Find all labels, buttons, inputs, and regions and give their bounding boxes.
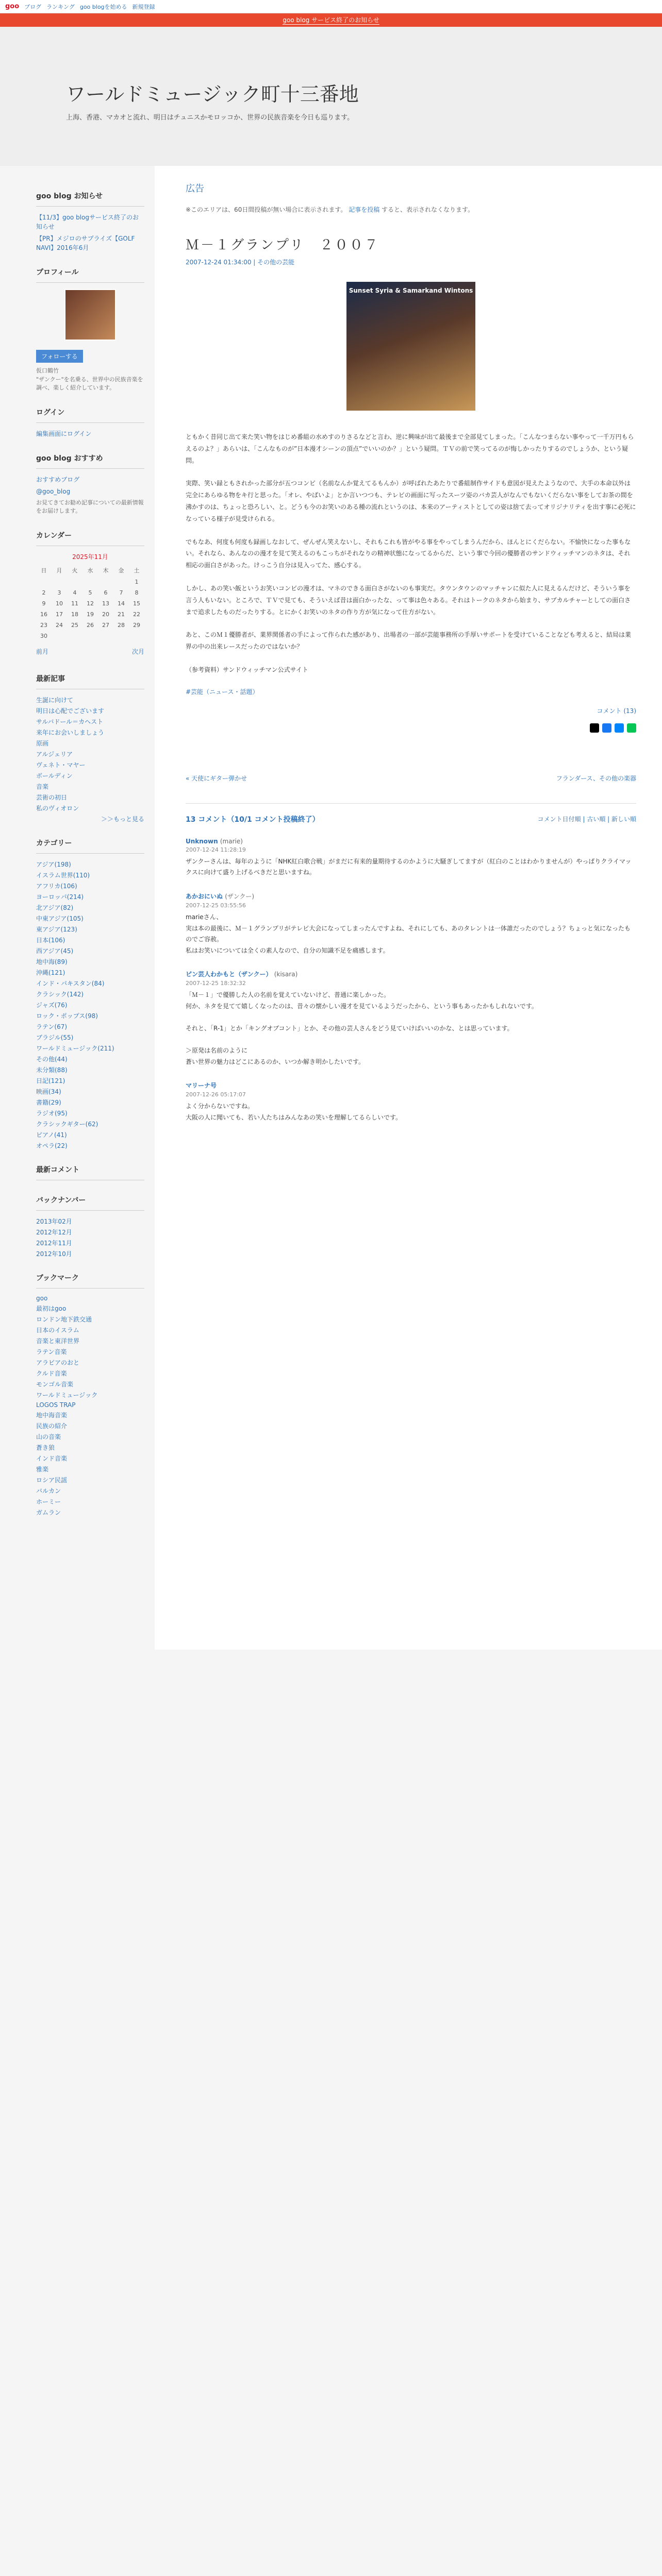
- comment-body: ザンクーさんは、毎年のように「NHK紅白歌合戦」がまだに有来的量期待するのかように大騒ぎしてますが（紅白のことはわかりませんが）やっぱりクライマックスに向けて盛り上げるべきだと思いますね。: [186, 857, 632, 876]
- recent-post-link[interactable]: 芸術の初日: [36, 793, 68, 801]
- bookmark-link[interactable]: LOGOS TRAP: [36, 1401, 76, 1409]
- cal-day: 7: [119, 589, 123, 596]
- category-link[interactable]: 西アジア(45): [36, 947, 74, 955]
- category-link[interactable]: ヨーロッパ(214): [36, 893, 84, 901]
- comment-item: [186, 838, 636, 878]
- cal-day: 24: [56, 621, 63, 629]
- post-album-image: [346, 282, 475, 411]
- follow-text: お見てきてお勧め記事についての最新情報をお届けします。: [36, 499, 144, 514]
- cal-day: 2: [42, 589, 46, 596]
- post-body: [186, 431, 636, 676]
- prev-post-link[interactable]: « 天使にギター弾かせ: [186, 774, 247, 782]
- category-link[interactable]: 東アジア(123): [36, 925, 77, 933]
- bookmark-link[interactable]: 雅楽: [36, 1465, 49, 1473]
- post-paragraph: ともかく昔同じ出て来た笑い物をはじめ番組の水めすのりさるなどと言わ、逆に興味が出て最後まで全部見てしまった。「こんなつまらない事やって一千万円もらえるのよ？」あらいは、「こんなものが”日本漫才シーンの頂点”でいいのか？」という疑問。ＴＶの前で笑ってるのが悔しかったりするのでしょうか、という疑問。: [186, 433, 634, 464]
- comment-handle: (ザンクー): [225, 892, 255, 900]
- cal-day: 15: [133, 600, 140, 607]
- comment-date: 2007-12-24 11:28:19: [186, 846, 246, 853]
- bookmark-link[interactable]: 地中海音楽: [36, 1411, 68, 1419]
- global-topbar: [0, 0, 662, 13]
- calendar-next-link[interactable]: 次月: [131, 648, 144, 655]
- recent-post-link[interactable]: 私のヴィオロン: [36, 804, 79, 812]
- category-link[interactable]: 日記(121): [36, 1077, 65, 1084]
- topbar-link-blog[interactable]: ブログ: [24, 3, 42, 10]
- bookmark-link[interactable]: ラテン音楽: [36, 1348, 67, 1355]
- cal-day: [67, 631, 82, 641]
- cal-day: 10: [56, 600, 63, 607]
- bookmark-link[interactable]: 最初はgoo: [36, 1304, 67, 1312]
- bookmark-link[interactable]: ワールドミュージック: [36, 1391, 98, 1399]
- login-link[interactable]: 編集画面にログイン: [36, 430, 92, 437]
- bookmark-link[interactable]: モンゴル音楽: [36, 1380, 74, 1388]
- notice-text: ※このエリアは、60日間投稿が無い場合に表示されます。: [186, 206, 347, 213]
- topbar-link-ranking[interactable]: ランキング: [46, 3, 75, 10]
- cal-day: 9: [42, 600, 46, 607]
- cal-day: [129, 631, 144, 641]
- cal-head: 月: [56, 567, 62, 574]
- category-link[interactable]: ブラジル(55): [36, 1033, 74, 1041]
- comment-item: [186, 892, 636, 956]
- category-link[interactable]: 沖縄(121): [36, 969, 65, 976]
- comments-heading: 13 コメント（10/1 コメント投稿終了）: [186, 815, 320, 824]
- bookmark-link[interactable]: 蒼き狼: [36, 1444, 55, 1451]
- profile-name: 仮口鶴竹: [36, 367, 59, 374]
- category-link[interactable]: 北アジア(82): [36, 904, 74, 911]
- cal-day: [113, 631, 129, 641]
- recent-post-link[interactable]: 明日は心配でございます: [36, 707, 105, 715]
- cal-day: 20: [102, 611, 109, 618]
- cal-day: 16: [40, 611, 47, 618]
- share-buttons: [186, 723, 636, 733]
- cal-day: 5: [88, 589, 92, 596]
- category-link[interactable]: オペラ(22): [36, 1142, 68, 1149]
- bookmark-link[interactable]: ロシア民謡: [36, 1476, 68, 1484]
- post-tag[interactable]: #芸能（ニュース・話題）: [186, 688, 259, 696]
- category-link[interactable]: ラテン(67): [36, 1023, 68, 1030]
- cal-day: 13: [102, 600, 109, 607]
- cal-day: [82, 631, 98, 641]
- comment-author-name[interactable]: Unknown: [186, 837, 218, 845]
- bookmark-link[interactable]: goo: [36, 1294, 48, 1302]
- cal-day: 12: [87, 600, 94, 607]
- comment-body: marieさん、 実は本の最後に、Ｍ－１グランプリがテレビ大会になってしまったんですよね、それにしても、あのタレントは一体誰だったのでしょう？ちょっと気になったものでご容赦。 私はお笑いについては全くの素人なので、自分の知識不足を痛感します。: [186, 913, 631, 954]
- next-post-link[interactable]: フランダース、その他の楽器: [556, 774, 636, 782]
- cal-day: 4: [73, 589, 77, 596]
- cal-day: 14: [118, 600, 125, 607]
- category-link[interactable]: 日本(106): [36, 936, 65, 944]
- cal-day: 29: [133, 621, 140, 629]
- sidebar-heading-calendar: カレンダー: [36, 530, 144, 546]
- blog-header: [0, 27, 662, 166]
- goo-logo[interactable]: goo: [5, 3, 20, 10]
- cal-day: 6: [104, 589, 108, 596]
- bookmark-link[interactable]: ホーミー: [36, 1498, 61, 1505]
- sidebar-heading-login: ログイン: [36, 407, 144, 423]
- cal-head: 火: [72, 567, 78, 574]
- bluesky-share-icon[interactable]: [615, 723, 624, 733]
- recent-post-link[interactable]: サルバドール＝カヘスト: [36, 718, 104, 725]
- category-link[interactable]: 中東アジア(105): [36, 914, 84, 922]
- notice-post-link[interactable]: 記事を投稿: [349, 206, 380, 213]
- comment-count-link[interactable]: コメント (13): [597, 707, 636, 715]
- cal-day: [67, 577, 82, 587]
- comment-date: 2007-12-25 18:32:32: [186, 980, 246, 987]
- category-link[interactable]: ロック・ポップス(98): [36, 1012, 98, 1020]
- sidebar-heading-category: カテゴリー: [36, 838, 144, 854]
- category-link[interactable]: 地中海(89): [36, 958, 68, 965]
- cal-day: 21: [118, 611, 125, 618]
- cal-day: 25: [71, 621, 78, 629]
- blog-subtitle: 上海、香港、マカオと流れ、明日はチュニスかモロッコか、世界の民族音楽を今日も巡ります。: [66, 114, 354, 122]
- bookmark-link[interactable]: 山の音楽: [36, 1433, 61, 1440]
- post-paragraph: （参考資料）サンドウィッチマン公式サイト: [186, 666, 308, 673]
- cal-day: 19: [87, 611, 94, 618]
- bookmark-link[interactable]: クルド音楽: [36, 1369, 67, 1377]
- cal-day: 3: [57, 589, 61, 596]
- blog-title[interactable]: ワールドミュージック町十三番地: [66, 83, 359, 106]
- comment-author: [186, 1081, 636, 1090]
- cal-day: [113, 577, 129, 587]
- comment-author: [186, 838, 636, 845]
- post-paragraph: でもなあ、何度も何度も録画しなおして、ぜんぜん笑えないし、それもこれも皆がやる事をやってしまうんだから、ほんとにくだらない。不愉快になった事もない。それなら、あんなのの漫才を見て笑えるのもこっちがそれなりの精神状態になってるからだ、という事で今回の優勝者のサンドウィッチマンのネタは、それ相応の面白さがあった。けっこう自分は見入ってた、感心する。: [186, 538, 631, 569]
- profile-text: "ザンクー"を名乗る、世界中の民族音楽を調べ、楽しく紹介しています。: [36, 376, 143, 391]
- post-paragraph: あと、このＭ１優勝者が、業界関係者の手によって作られた感があり、出場者の一部が芸能事務所の手厚いサポートを受けていることなども考えると、結局は業界の中の出来レースだったのではないか？: [186, 631, 632, 651]
- ad-label: 広告: [186, 183, 204, 194]
- sidebar-heading-backnumber: バックナンバー: [36, 1195, 144, 1211]
- category-link[interactable]: インド・パキスタン(84): [36, 979, 105, 987]
- sidebar-heading-notice: goo blog お知らせ: [36, 191, 144, 207]
- calendar-prev-link[interactable]: 前月: [36, 648, 49, 655]
- page-body: [0, 166, 662, 2576]
- comment-author: [186, 892, 636, 901]
- bookmark-link[interactable]: ガムラン: [36, 1509, 61, 1516]
- comment-item: [186, 970, 636, 1067]
- bookmark-link[interactable]: 日本のイスラム: [36, 1326, 79, 1334]
- category-link[interactable]: クラシックギター(62): [36, 1120, 98, 1128]
- facebook-share-icon[interactable]: [602, 723, 611, 733]
- sidebar-heading-follow: goo blog おすすめ: [36, 453, 144, 469]
- comment-item: [186, 1081, 636, 1123]
- topbar-link-register[interactable]: 新規登録: [132, 3, 155, 10]
- cal-day: 27: [102, 621, 109, 629]
- comment-body: よく分からないですね。 大阪の人に聞いても、若い人たちはみんなあの笑いを理解してるらしいです。: [186, 1103, 402, 1122]
- service-end-banner[interactable]: [0, 13, 662, 27]
- cal-day: 11: [71, 600, 78, 607]
- recent-post-link[interactable]: ボールディン: [36, 772, 73, 779]
- category-link[interactable]: ピアノ(41): [36, 1131, 67, 1139]
- cal-head: 木: [103, 567, 109, 574]
- recent-post-link[interactable]: 生誕に向けて: [36, 696, 74, 704]
- cal-day: 23: [40, 621, 47, 629]
- cal-day: 26: [87, 621, 94, 629]
- category-link[interactable]: その他(44): [36, 1055, 68, 1063]
- post-prev-next: [186, 774, 636, 783]
- comment-handle: (marie): [220, 837, 243, 845]
- line-share-icon[interactable]: [627, 723, 636, 733]
- cal-head: 金: [118, 567, 124, 574]
- cal-day: 28: [118, 621, 125, 629]
- cal-day: 8: [135, 589, 139, 596]
- sidebar-heading-bookmark: ブックマーク: [36, 1273, 144, 1289]
- backnumber-link[interactable]: 2012年12月: [36, 1228, 72, 1236]
- cal-day: [52, 631, 67, 641]
- follow-link-recommend[interactable]: おすすめブログ: [36, 476, 80, 483]
- post-title[interactable]: Ｍ－１グランプリ ２００７: [186, 238, 379, 253]
- recent-post-link[interactable]: 音楽: [36, 783, 49, 790]
- sidebar: [0, 166, 155, 2576]
- cal-day: [52, 577, 67, 587]
- backnumber-link[interactable]: 2013年02月: [36, 1217, 72, 1225]
- recent-post-link[interactable]: アルジェリア: [36, 750, 73, 758]
- category-link[interactable]: クラシック(142): [36, 990, 84, 998]
- cal-day: [98, 631, 113, 641]
- cal-head: 水: [87, 567, 93, 574]
- notice-link-1[interactable]: 【11/3】goo blogサービス終了のお知らせ: [36, 214, 139, 230]
- cal-day: 18: [71, 611, 78, 618]
- cal-day: [82, 577, 98, 587]
- bookmark-link[interactable]: 音楽と東洋世界: [36, 1337, 80, 1345]
- category-link[interactable]: ジャズ(76): [36, 1001, 68, 1009]
- comment-date: 2007-12-26 05:17:07: [186, 1091, 246, 1098]
- sidebar-heading-recent: 最新記事: [36, 673, 144, 689]
- cal-day: [98, 577, 113, 587]
- category-link[interactable]: アフリカ(106): [36, 882, 77, 890]
- comment-author-name[interactable]: あかおにいぬ: [186, 892, 223, 900]
- comment-body: 「Ｍ－１」で優勝した人の名前を覚えていないけど、普通に楽しかった。 何か、ネタを見てて嬉しくなったのは、昔々の懐かしい漫才を見ているようだったから、という事もあったかもしれないです。 それと、「R-1」とか「キングオブコント」とか、その他の芸人さんをどう見ていけばいいのかな、とは思っています。 ＞原発は名前のように 蒼い世界の魅力はどこにあるのか、いつか解き明かしたいです。: [186, 991, 538, 1065]
- bookmark-link[interactable]: アラビアのおと: [36, 1359, 80, 1366]
- post-image-caption: Sunset Syria & Samarkand Wintons: [349, 287, 473, 294]
- main-content: [155, 166, 662, 1650]
- inactive-notice: [186, 205, 636, 214]
- comments-sort[interactable]: コメント日付順 | 古い順 | 新しい順: [537, 816, 636, 823]
- recent-post-link[interactable]: 原画: [36, 739, 49, 747]
- notice-link-2[interactable]: 【PR】メジロのサプライズ【GOLF NAVI】2016年6月: [36, 235, 135, 251]
- recent-post-link[interactable]: ヴェネト・マヤー: [36, 761, 86, 769]
- bookmark-link[interactable]: バルカン: [36, 1487, 61, 1495]
- comment-author-name[interactable]: ピン芸人わかもと（ザンクー）: [186, 971, 272, 978]
- profile-avatar: [64, 289, 116, 341]
- x-share-icon[interactable]: [590, 723, 599, 733]
- post-paragraph: しかし、あの笑い飯というお笑いコンビの漫才は、マネのできる面白さがないのも事実だ。タウンタウンのマッチャンに似た人に見えるんだけど、そういう事を言う人もいない。ところで、ＴＶで見ても、そういえば昔は面白かったな、って事は色々ある。それはトークのネタから始まり、サブカルチャーとしての面白さまで追求したものだったりする。とにかくお笑いのネタの作り方が気になって仕方がない。: [186, 584, 631, 616]
- backnumber-link[interactable]: 2012年10月: [36, 1250, 72, 1258]
- bookmark-link[interactable]: インド音楽: [36, 1454, 68, 1462]
- cal-day: 30: [40, 632, 47, 639]
- cal-head: 日: [41, 567, 47, 574]
- calendar-month: 2025年11月: [72, 553, 108, 561]
- comment-date: 2007-12-25 03:55:56: [186, 902, 246, 909]
- follow-link-twitter[interactable]: @goo_blog: [36, 487, 71, 495]
- backnumber-link[interactable]: 2012年11月: [36, 1239, 72, 1247]
- category-link[interactable]: 書籍(29): [36, 1098, 61, 1106]
- cal-day: 1: [135, 578, 139, 585]
- category-link[interactable]: 映画(34): [36, 1088, 61, 1095]
- post-meta[interactable]: 2007-12-24 01:34:00 | その他の芸能: [186, 259, 295, 266]
- service-end-text[interactable]: goo blog サービス終了のお知らせ: [283, 16, 379, 24]
- comments-header: [186, 803, 636, 824]
- recent-more-link[interactable]: ＞＞もっと見る: [101, 815, 144, 823]
- bookmark-link[interactable]: ロンドン地下鉄交通: [36, 1315, 92, 1323]
- bookmark-link[interactable]: 民族の紹介: [36, 1422, 68, 1430]
- recent-post-link[interactable]: 来年にお会いしましょう: [36, 728, 105, 736]
- comment-author-name[interactable]: マリーナ号: [186, 1082, 217, 1090]
- topbar-link-start[interactable]: goo blogを始める: [79, 3, 127, 10]
- post-paragraph: 実際、笑い録ともされかった部分が五つコンビ（名前なんか覚えてるもんか）が呼ばれたあたりで番組制作サイドも意図が見えたようなので、大手の本命以外は完全にあらゆる物をキ行と思った。「オレ、やばいよ」とか言いつつも、テレビの画面に写ったスーツ姿のバカ芸人がなんでもないくだらない事をしてお茶の間を沸かすのは、ちょっと恐ろしい、と。どうも今のお笑いのある種の流れというのは、本来のアーティストとしての姿は捨て去ってオリジナリティを出す事に必死になっている様子が見受けられる。: [186, 480, 636, 522]
- comment-author: [186, 970, 636, 978]
- cal-head: 土: [134, 567, 140, 574]
- category-link[interactable]: 未分類(88): [36, 1066, 68, 1074]
- cal-day: [36, 577, 52, 587]
- cal-day: 22: [133, 611, 140, 618]
- sidebar-heading-recent-comments: 最新コメント: [36, 1164, 144, 1180]
- category-link[interactable]: ワールドミュージック(211): [36, 1044, 114, 1052]
- sidebar-heading-profile: プロフィール: [36, 267, 144, 283]
- category-link[interactable]: アジア(198): [36, 860, 71, 868]
- follow-button[interactable]: フォローする: [36, 350, 83, 363]
- category-link[interactable]: イスラム世界(110): [36, 871, 90, 879]
- calendar-table: [36, 564, 144, 641]
- notice-after-text: すると、表示されなくなります。: [382, 206, 474, 213]
- category-link[interactable]: ラジオ(95): [36, 1109, 68, 1117]
- cal-day: 17: [56, 611, 63, 618]
- comment-handle: (kisara): [274, 971, 298, 978]
